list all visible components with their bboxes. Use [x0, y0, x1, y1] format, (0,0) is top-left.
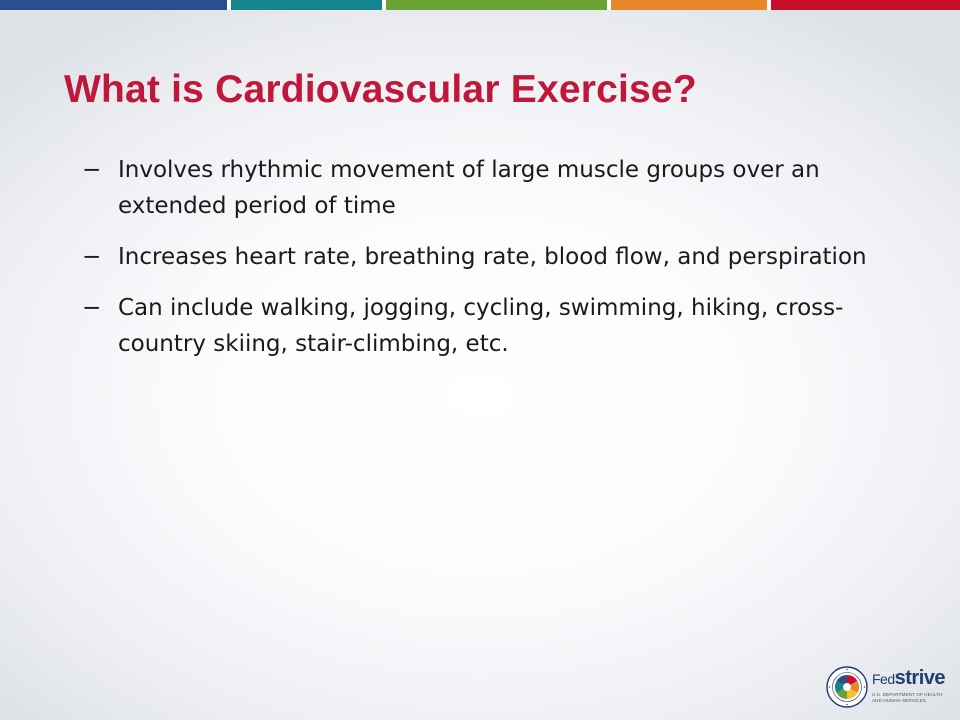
color-bar-segment-red	[771, 0, 960, 10]
bullet-text: Can include walking, jogging, cycling, swimming, hiking, cross-country skiing, stair-climbing, etc.	[118, 295, 844, 357]
bullet-item	[82, 290, 882, 362]
logo-subtitle-line: AND HUMAN SERVICES	[872, 698, 927, 703]
color-bar-segment-orange	[611, 0, 766, 10]
logo-strive-text: strive	[894, 667, 945, 689]
federal-occupational-health-seal-icon	[826, 666, 868, 708]
bullet-list	[82, 152, 882, 377]
bullet-text: Involves rhythmic movement of large muscle groups over an extended period of time	[118, 157, 820, 219]
bullet-item	[82, 239, 882, 275]
fedstrive-wordmark	[872, 668, 945, 690]
color-bar-segment-green	[386, 0, 607, 10]
bullet-text: Increases heart rate, breathing rate, blood flow, and perspiration	[118, 244, 867, 270]
dash-bullet-icon: −	[82, 244, 102, 270]
logo-subtitle-line: U.S. DEPARTMENT OF HEALTH	[872, 692, 943, 697]
footer-logo	[826, 664, 956, 718]
top-color-bar	[0, 0, 960, 10]
logo-subtitle	[872, 692, 943, 704]
color-bar-segment-teal	[231, 0, 382, 10]
slide-title: What is Cardiovascular Exercise?	[64, 68, 697, 111]
color-bar-segment-blue	[0, 0, 227, 10]
logo-fed-text: Fed	[872, 671, 895, 687]
bullet-item	[82, 152, 882, 224]
dash-bullet-icon: −	[82, 157, 102, 183]
dash-bullet-icon: −	[82, 295, 102, 321]
